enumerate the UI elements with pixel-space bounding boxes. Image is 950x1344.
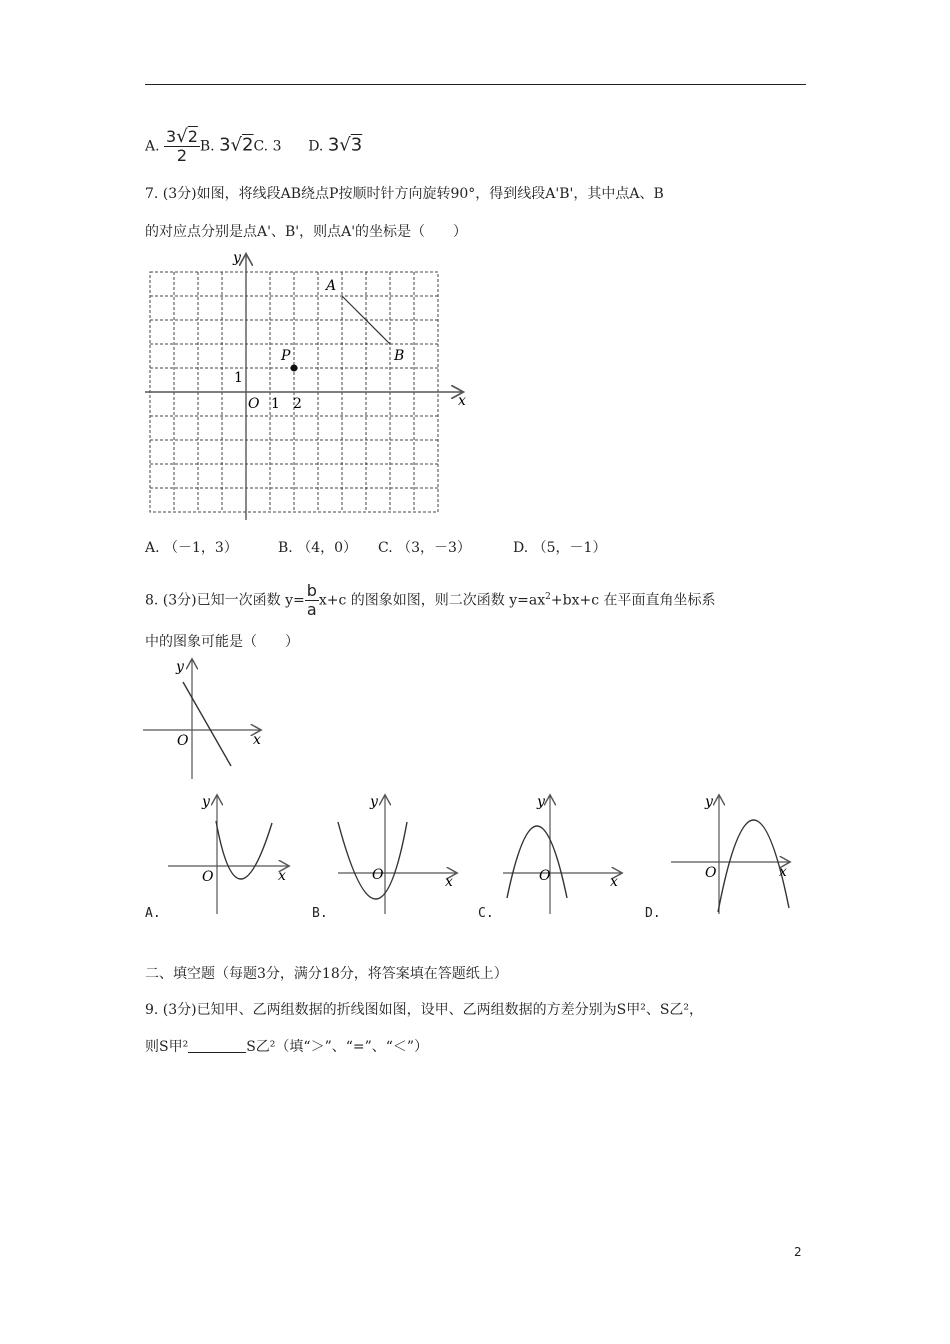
svg-text:y: y [176,659,184,675]
q6-option-d-letter: D. [308,138,324,155]
parabola-b [338,822,407,899]
svg-text:y: y [370,794,378,810]
q6-option-a-fraction: $\frac{3√2}{2}$ [166,126,198,165]
svg-text:x: x [445,874,453,890]
q8-choice-d-label: D. [645,906,661,921]
q7-stem-line2: 的对应点分别是点A'、B'，则点A'的坐标是（ ） [145,224,468,240]
svg-text:y: y [202,794,210,810]
svg-text:O: O [372,867,384,883]
svg-text:x: x [610,874,618,890]
svg-text:O: O [177,733,189,749]
q8-stem-line2: 中的图象可能是（ ） [145,634,299,650]
q8-choice-a-label: A. [145,906,161,921]
y-axis-label: y [233,250,241,266]
svg-text:O: O [539,868,551,884]
point-A-label: A [326,278,337,294]
q7-coordinate-grid [140,245,480,530]
svg-text:y: y [705,794,713,810]
q8-choice-b-label: B. [312,906,328,921]
q9-answer-blank[interactable] [188,1038,246,1053]
q6-options [145,128,362,165]
origin-label: O [248,396,260,412]
q7-option-d: D. （5，－1） [513,540,607,556]
parabola-c [507,826,567,898]
point-B-label: B [394,348,405,364]
q6-option-a-letter: A. [145,138,160,155]
x-axis-label: x [458,393,466,409]
point-P-label: P [281,348,291,364]
q8-stem-line1: 8. (3分)已知一次函数 y= $\frac{b}{a}$ x+c 的图象如图，则二次函数 $y=ax^2+bx+c$ 在平面直角坐标系 [145,581,716,619]
y-tick-1: 1 [234,370,243,386]
q8-choice-c-label: C. [478,906,494,921]
svg-text:x: x [278,868,286,884]
q6-option-b-letter: B. [199,138,215,155]
q8-choice-d-graph [665,790,805,920]
q6-option-b-value: 3√2 [219,134,254,156]
svg-text:x: x [253,732,261,748]
q7-option-a: A. （－1，3） [145,540,238,556]
q7-option-b: B. （4，0） [278,540,358,556]
svg-text:O: O [705,865,717,881]
q9-stem-line2: 则S甲² S乙²（填“＞”、“=”、“＜”） [145,1039,429,1055]
parabola-a [216,821,272,879]
q6-option-d-value: 3√3 [327,134,363,156]
q6-option-c: C. 3 [253,138,282,155]
svg-text:y: y [537,794,545,810]
page-number: 2 [794,1245,802,1259]
q7-stem-line1: 7. (3分)如图，将线段AB绕点P按顺时针方向旋转90°，得到线段A'B'，其中点A、B [145,186,664,202]
q8-choice-a-graph [160,790,300,920]
x-tick-2: 2 [293,396,302,412]
q8-linear-graph [140,655,270,785]
point-P [291,365,298,372]
svg-text:O: O [202,869,214,885]
header-rule [145,84,806,85]
q8-choice-c-graph [495,790,635,920]
svg-text:x: x [779,864,787,880]
x-tick-1: 1 [271,396,280,412]
q9-stem-line1: 9. (3分)已知甲、乙两组数据的折线图如图，设甲、乙两组数据的方差分别为S甲²、S乙²， [145,1002,704,1018]
linear-function-line [183,682,231,766]
q8-choice-b-graph [330,790,470,920]
q7-option-c: C. （3，－3） [378,540,471,556]
section-2-heading: 二、填空题（每题3分，满分18分，将答案填在答题纸上） [145,966,508,982]
